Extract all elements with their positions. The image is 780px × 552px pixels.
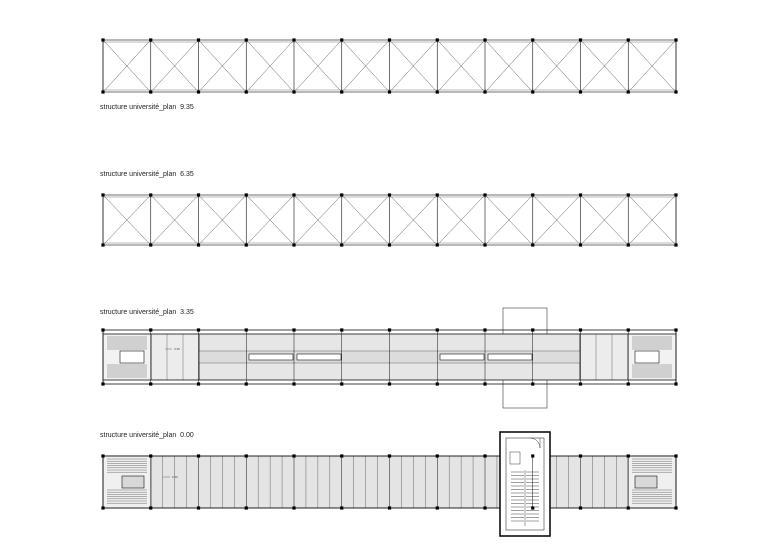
column [340, 90, 343, 93]
column [149, 328, 152, 331]
column [340, 506, 343, 509]
column [245, 90, 248, 93]
column [149, 243, 152, 246]
column [436, 90, 439, 93]
column [483, 328, 486, 331]
column [483, 38, 486, 41]
column [292, 90, 295, 93]
stair-landing [635, 351, 659, 363]
column [627, 243, 630, 246]
plan-6-35-structure [101, 193, 677, 246]
column [388, 382, 391, 385]
column [149, 506, 152, 509]
column [149, 454, 152, 457]
level-marker-label: 0.00 [172, 475, 178, 479]
column [483, 382, 486, 385]
column [531, 328, 534, 331]
plan-caption-9-35: structure université_plan 9.35 [100, 104, 194, 111]
column [627, 193, 630, 196]
skylight [488, 354, 532, 360]
column [531, 454, 534, 457]
column [674, 38, 677, 41]
column [483, 193, 486, 196]
lift-core [510, 452, 520, 464]
column [627, 328, 630, 331]
column [674, 90, 677, 93]
column [149, 90, 152, 93]
column [483, 506, 486, 509]
column [292, 243, 295, 246]
column [101, 38, 104, 41]
column [245, 454, 248, 457]
column [483, 243, 486, 246]
column [197, 454, 200, 457]
slab-bay-left [151, 334, 199, 380]
column [531, 90, 534, 93]
column [149, 38, 152, 41]
column [579, 193, 582, 196]
column [531, 382, 534, 385]
column [197, 90, 200, 93]
column [292, 38, 295, 41]
column [388, 328, 391, 331]
column [197, 506, 200, 509]
column [531, 243, 534, 246]
level-marker-label: 3.35 [174, 347, 180, 351]
column [579, 506, 582, 509]
column [388, 506, 391, 509]
column [674, 193, 677, 196]
column [483, 90, 486, 93]
column [101, 328, 104, 331]
column [197, 243, 200, 246]
column [340, 243, 343, 246]
column [388, 90, 391, 93]
column [436, 454, 439, 457]
column [531, 193, 534, 196]
column [627, 506, 630, 509]
column [101, 193, 104, 196]
column [579, 90, 582, 93]
column [245, 382, 248, 385]
column [101, 506, 104, 509]
column [674, 382, 677, 385]
column [531, 506, 534, 509]
column [483, 454, 486, 457]
column [674, 243, 677, 246]
plan-9-35-structure [101, 38, 677, 93]
plan-caption-0-00: structure université_plan 0.00 [100, 432, 194, 439]
column [101, 90, 104, 93]
column [197, 38, 200, 41]
column [340, 454, 343, 457]
column [101, 382, 104, 385]
column [436, 382, 439, 385]
column [579, 454, 582, 457]
stair-landing [120, 351, 144, 363]
column [245, 506, 248, 509]
column [436, 506, 439, 509]
column [531, 38, 534, 41]
plan-3-35-floor [101, 308, 677, 408]
column [292, 328, 295, 331]
column [436, 193, 439, 196]
column [674, 454, 677, 457]
column [292, 382, 295, 385]
column [579, 382, 582, 385]
column [340, 328, 343, 331]
column [149, 193, 152, 196]
column [245, 328, 248, 331]
column [292, 193, 295, 196]
plan-0-00-floor [101, 432, 677, 536]
column [579, 243, 582, 246]
column [436, 328, 439, 331]
column [292, 454, 295, 457]
plan-caption-3-35: structure université_plan 3.35 [100, 309, 194, 316]
column [340, 193, 343, 196]
column [245, 193, 248, 196]
column [245, 38, 248, 41]
skylight [249, 354, 293, 360]
column [579, 38, 582, 41]
stair-landing [122, 476, 144, 488]
column [436, 38, 439, 41]
column [340, 38, 343, 41]
column [197, 193, 200, 196]
column [292, 506, 295, 509]
stair-landing [635, 476, 657, 488]
column [340, 382, 343, 385]
skylight [297, 354, 341, 360]
column [674, 506, 677, 509]
column [388, 454, 391, 457]
column [627, 38, 630, 41]
column [197, 328, 200, 331]
column [101, 243, 104, 246]
column [436, 243, 439, 246]
column [149, 382, 152, 385]
column [627, 382, 630, 385]
plan-caption-6-35: structure université_plan 6.35 [100, 171, 194, 178]
column [627, 90, 630, 93]
column [388, 193, 391, 196]
column [101, 454, 104, 457]
column [388, 38, 391, 41]
column [579, 328, 582, 331]
column [197, 382, 200, 385]
skylight [440, 354, 484, 360]
column [245, 243, 248, 246]
column [388, 243, 391, 246]
column [627, 454, 630, 457]
column [674, 328, 677, 331]
slab-bay-right [580, 334, 628, 380]
